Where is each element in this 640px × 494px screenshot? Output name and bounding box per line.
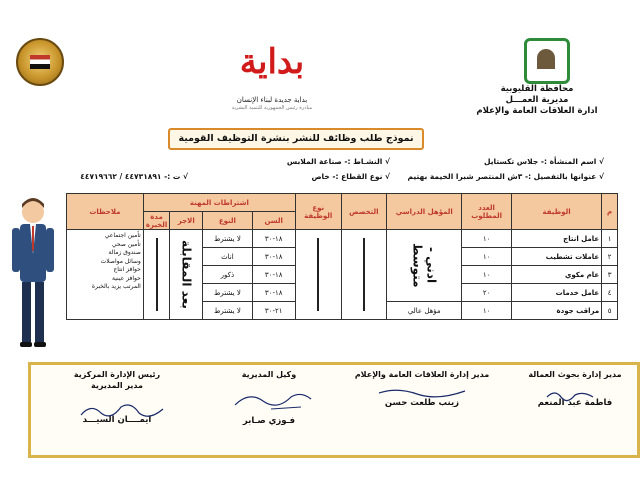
salary-handwritten: بعد المقابلة	[170, 230, 203, 320]
signatures-panel	[28, 362, 640, 458]
directorate-name: مديرية العمـــل	[505, 95, 569, 105]
signature-research-manager: مدير إدارة بحوث العمالة فاطمة عبد المنعم	[517, 369, 633, 409]
specialty-blank	[341, 230, 387, 320]
col-age: السن	[252, 212, 295, 230]
governorate-block	[462, 84, 612, 117]
signature-deputy: وكيل المديرية فـوزي صـابر	[219, 369, 319, 427]
signature-pr-name: زينب طلعت حسن	[384, 398, 460, 408]
signature-deputy-name: فـوزي صـابر	[242, 416, 296, 426]
facility-name: √ اسم المنشأة :- جلاس تكستايل	[484, 157, 604, 166]
business-person-icon	[8, 194, 58, 354]
signature-scribble-icon	[77, 399, 167, 423]
col-job: الوظيفة	[511, 194, 601, 230]
signature-research-name: فاطمة عبد المنعم	[537, 398, 613, 408]
facility-sector: √ نوع القطاع :- خاص	[311, 172, 390, 181]
job-type-blank	[295, 230, 341, 320]
department-name: ادارة العلاقات العامة والإعلام	[476, 106, 598, 116]
egypt-emblem-icon	[16, 38, 64, 86]
col-required: العدد المطلوب	[462, 194, 512, 230]
governorate-name: محافظة القليوبية	[500, 84, 574, 94]
signature-scribble-icon	[231, 387, 315, 413]
brand-tagline: بداية جديدة لبناء الإنسان	[236, 96, 308, 104]
experience-blank	[143, 230, 169, 320]
signature-pr-manager: مدير إدارة العلاقات العامة والإعلام زينب طلعت حسن	[337, 369, 507, 409]
col-conditions: اشتراطات المهنة	[143, 194, 295, 212]
table-row: ٢ عاملات تشطيب ١٠ ١٨-٣٠ اناث	[67, 248, 618, 266]
col-job-type: نوع الوظيفة	[295, 194, 341, 230]
col-gender: النوع	[203, 212, 252, 230]
table-row: ٣ عام مكوي ١٠ ١٨-٣٠ ذكور	[67, 266, 618, 284]
table-row: ١ عامل انتاج ١٠ ادني - متوسط ١٨-٣٠ لا يشترط بعد المقابلة تأمين اجتماعي تأمين صحي صندوق زمالة وسائل مواصلات حوافز انتاج حوافز عينية المرتب يزيد بالخبرة	[67, 230, 618, 248]
governorate-logo-icon	[524, 38, 570, 84]
facility-address: √ عنوانها بالتفصيل :- ٣ش المنتصر شبرا الخيمة بهتيم	[407, 172, 604, 181]
table-header-row	[67, 194, 618, 212]
signature-central-head: رئيس الإدارة المركزية مدير المديرية ايمــــان السيـــد	[47, 369, 187, 426]
signature-scribble-icon	[377, 385, 467, 401]
col-qualification: المؤهل الدراسي	[387, 194, 462, 230]
facility-phone: √ ت :- ٤٤٧٣١٨٩١ / ٤٤٧١٩٦٦٢	[80, 172, 188, 181]
notes-benefits	[67, 230, 144, 320]
col-specialty: التخصص	[341, 194, 387, 230]
col-notes: ملاحظات	[67, 194, 144, 230]
bedaya-logo: بداية بداية جديدة لبناء الإنسان مبادرة رئيس الجمهورية للتنمية البشرية	[222, 36, 322, 114]
col-num: م	[602, 194, 618, 230]
col-salary: الاجر	[170, 212, 203, 230]
table-row: ٥ مراقب جودة ١٠ مؤهل عالي ٢١-٣٠ لا يشترط	[67, 302, 618, 320]
form-title: نموذج طلب وظائف للنشر بنشرة التوظيف القومية	[168, 128, 424, 150]
table-row: ٤ عامل خدمات ٢٠ ١٨-٣٠ لا يشترط	[67, 284, 618, 302]
signature-central-name: ايمــــان السيـــد	[82, 415, 152, 425]
signature-scribble-icon	[545, 387, 595, 403]
qualification-handwritten: ادني - متوسط	[387, 230, 462, 302]
benefits-text: تأمين اجتماعي تأمين صحي صندوق زمالة وسائل مواصلات حوافز انتاج حوافز عينية المرتب يزيد بالخبرة	[91, 232, 141, 290]
facility-activity: √ النشـاط :- صناعة الملابس	[286, 157, 390, 166]
jobs-table	[66, 193, 618, 320]
col-experience: مدة الخبرة	[143, 212, 169, 230]
brand-subtagline: مبادرة رئيس الجمهورية للتنمية البشرية	[231, 105, 313, 111]
